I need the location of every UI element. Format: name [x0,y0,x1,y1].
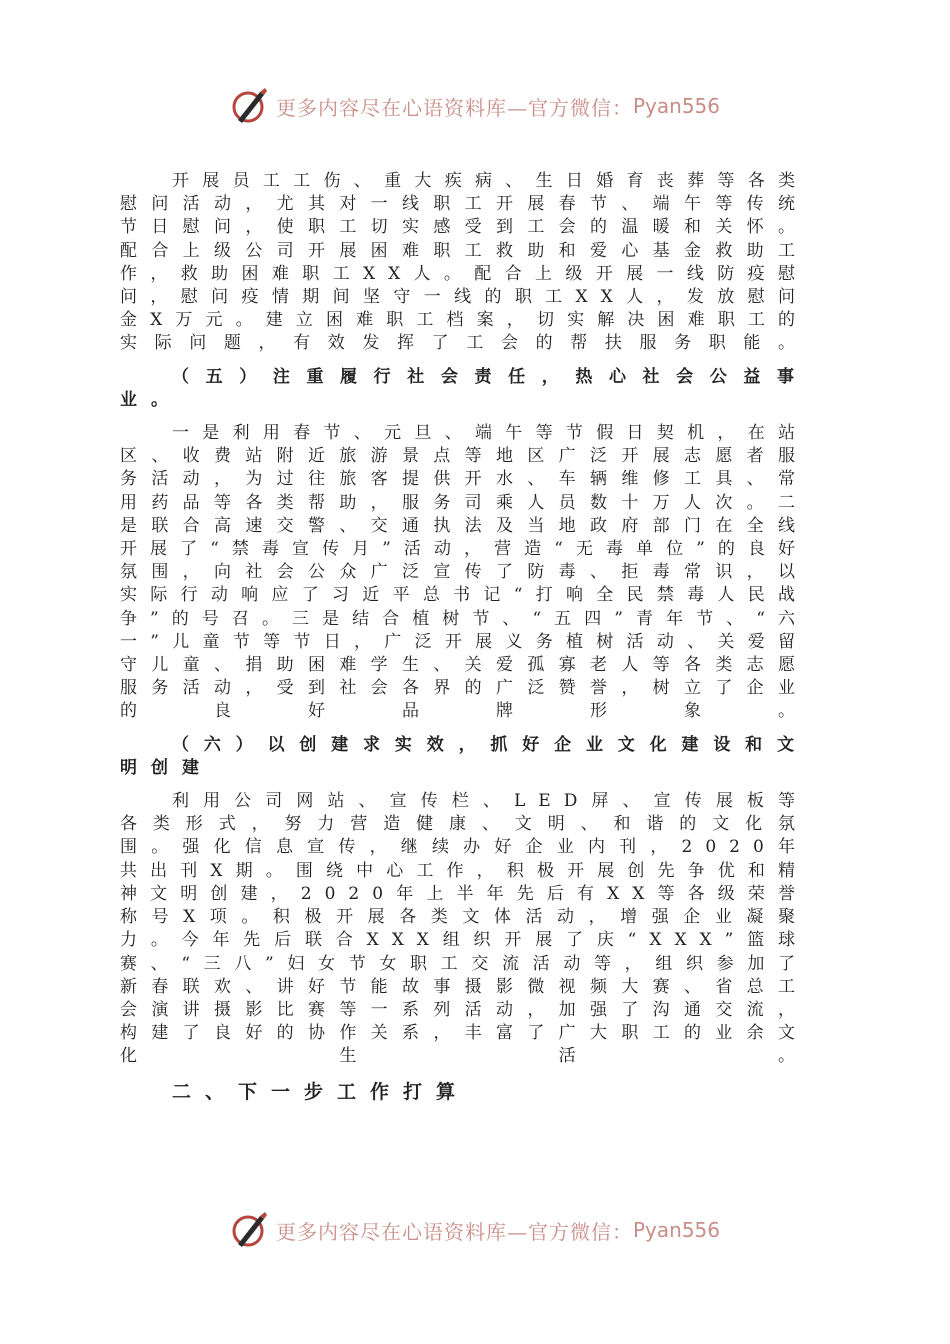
paragraph-volunteer: 一是利用春节、元旦、端午等节假日契机，在站区、收费站附近旅游景点等地区广泛开展志愿者服务活动，为过往旅客提供开水、车辆维修工具、常用药品等各类帮助，服务司乘人员数十万人次。二是联合高速交警、交通执法及当地政府部门在全线开展了“禁毒宣传月”活动，营造“无毒单位”的良好氛围，向社会公众广泛宣传了防毒、拒毒常识，以实际行动响应了习近平总书记“打响全民禁毒人民战争”的号召。三是结合植树节、“五四”青年节、“六一”儿童节等节日，广泛开展义务植树活动、关爱留守儿童、捐助困难学生、关爱孤寡老人等各类志愿服务活动，受到社会各界的广泛赞誉，树立了企业的良好品牌形象。 [120,423,808,722]
header-watermark-banner [0,84,950,128]
section-next-steps: 二、下一步工作打算 [172,1080,470,1103]
paragraph-welfare: 开展员工工伤、重大疾病、生日婚育丧葬等各类慰问活动，尤其对一线职工开展春节、端午等传统节日慰问，使职工切实感受到工会的温暖和关怀。配合上级公司开展困难职工救助和爱心基金救助工作，救助困难职工XX人。配合上级开展一线防疫慰问，慰问疫情期间坚守一线的职工XX人，发放慰问金X万元。建立困难职工档案，切实解决困难职工的实际问题，有效发挥了工会的帮扶服务职能。 [120,171,808,354]
footer-banner-text: 更多内容尽在心语资料库—官方微信： [275,1219,633,1244]
heading-corporate-culture: （六）以创建求实效，抓好企业文化建设和文明创建 [120,734,808,778]
heading-social-responsibility: （五）注重履行社会责任，热心社会公益事业。 [120,366,808,410]
document-body [120,170,808,1104]
paragraph-culture: 利用公司网站、宣传栏、LED屏、宣传展板等各类形式，努力营造健康、文明、和谐的文化氛围。强化信息宣传，继续办好企业内刊，2020年共出刊X期。围绕中心工作，积极开展创先争优和精神文明创建，2020年上半年先后有XX等各级荣誉称号X项。积极开展各类文体活动，增强企业凝聚力。今年先后联合XXX组织开展了庆“XXX”篮球赛、“三八”妇女节女职工交流活动等，组织参加了新春联欢、讲好节能故事摄影微视频大赛、省总工会演讲摄影比赛等一系列活动，加强了沟通交流，构建了良好的协作关系，丰富了广大职工的业余文化生活。 [120,791,808,1067]
footer-watermark-banner [0,1208,950,1252]
header-banner-id: Pyan556 [632,94,720,118]
pen-logo-icon [230,1210,270,1250]
pen-logo-icon [230,86,270,126]
footer-banner-id: Pyan556 [632,1218,720,1242]
header-banner-text: 更多内容尽在心语资料库—官方微信： [275,95,633,120]
